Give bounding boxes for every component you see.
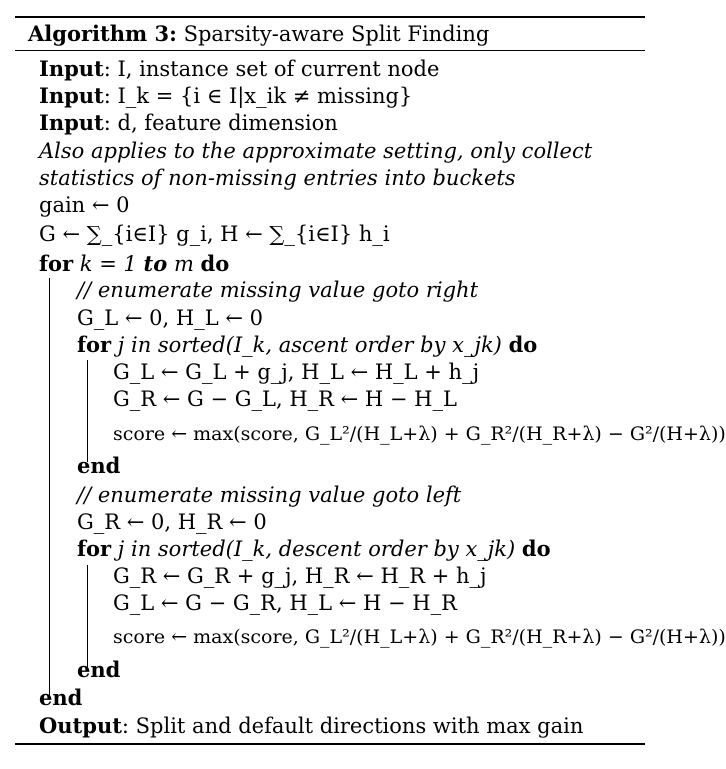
output-text: : Split and default directions with max gain: [121, 714, 584, 738]
init-right-line: G_L ← 0, H_L ← 0: [77, 306, 263, 330]
input-text: : I_k = {i ∈ I|x_ik ≠ missing}: [103, 84, 413, 108]
inner-loop1-bar: [87, 360, 88, 462]
right-score-line: score ← max(score, G_L²/(H_L+λ) + G_R²/(H_R+λ) − G²/(H+λ)): [113, 423, 726, 445]
top-rule: [15, 16, 645, 18]
left-update-1: G_R ← G_R + g_j, H_R ← H_R + h_j: [113, 564, 487, 588]
input-line-3: [39, 110, 338, 136]
gain-init-line: gain ← 0: [39, 193, 130, 217]
gh-init-line: G ← ∑_{i∈I} g_i, H ← ∑_{i∈I} h_i: [39, 222, 390, 246]
caption-rule: [15, 50, 645, 51]
to-keyword: to: [143, 251, 168, 276]
for-keyword: for: [77, 536, 112, 561]
right-update-2: G_R ← G − G_L, H_R ← H − H_L: [113, 387, 457, 411]
input-keyword: Input: [39, 110, 104, 135]
comment-line-2: statistics of non-missing entries into buckets: [39, 166, 516, 190]
loop-range-end: m: [173, 252, 194, 276]
outer-loop-bar: [49, 278, 50, 698]
caption-title: Sparsity-aware Split Finding: [183, 22, 490, 46]
output-keyword: Output: [39, 713, 122, 738]
inner-for-ascent-line: [77, 332, 537, 358]
do-keyword: do: [508, 332, 538, 357]
init-left-line: G_R ← 0, H_R ← 0: [77, 510, 267, 534]
input-text: : d, feature dimension: [103, 111, 338, 135]
loop-condition: j in sorted(I_k, ascent order by x_jk): [117, 333, 502, 357]
algorithm-caption: [28, 21, 489, 47]
bottom-rule: [15, 743, 645, 745]
end-inner-1: end: [77, 453, 121, 478]
caption-label: Algorithm 3:: [28, 21, 177, 46]
left-score-line: score ← max(score, G_L²/(H_L+λ) + G_R²/(H_R+λ) − G²/(H+λ)): [113, 626, 726, 648]
input-line-1: [39, 56, 439, 82]
input-text: : I, instance set of current node: [103, 57, 440, 81]
left-update-2: G_L ← G − G_R, H_L ← H − H_R: [113, 591, 457, 615]
for-keyword: for: [39, 251, 74, 276]
outer-for-line: [39, 251, 229, 277]
input-line-2: [39, 83, 412, 109]
right-update-1: G_L ← G_L + g_j, H_L ← H_L + h_j: [113, 360, 480, 384]
input-keyword: Input: [39, 83, 104, 108]
comment-goto-right: // enumerate missing value goto right: [77, 278, 479, 302]
do-keyword: do: [200, 251, 230, 276]
for-keyword: for: [77, 332, 112, 357]
do-keyword: do: [521, 536, 551, 561]
algorithm-box: [15, 16, 726, 746]
end-inner-2: end: [77, 657, 121, 682]
end-outer: end: [39, 685, 83, 710]
comment-goto-left: // enumerate missing value goto left: [77, 483, 462, 507]
input-keyword: Input: [39, 56, 104, 81]
loop-range-start: k = 1: [79, 252, 137, 276]
loop-condition: j in sorted(I_k, descent order by x_jk): [117, 537, 516, 561]
output-line: [39, 713, 583, 739]
inner-for-descent-line: [77, 536, 551, 562]
comment-line-1: Also applies to the approximate setting, only collect: [39, 139, 593, 163]
inner-loop2-bar: [87, 565, 88, 667]
